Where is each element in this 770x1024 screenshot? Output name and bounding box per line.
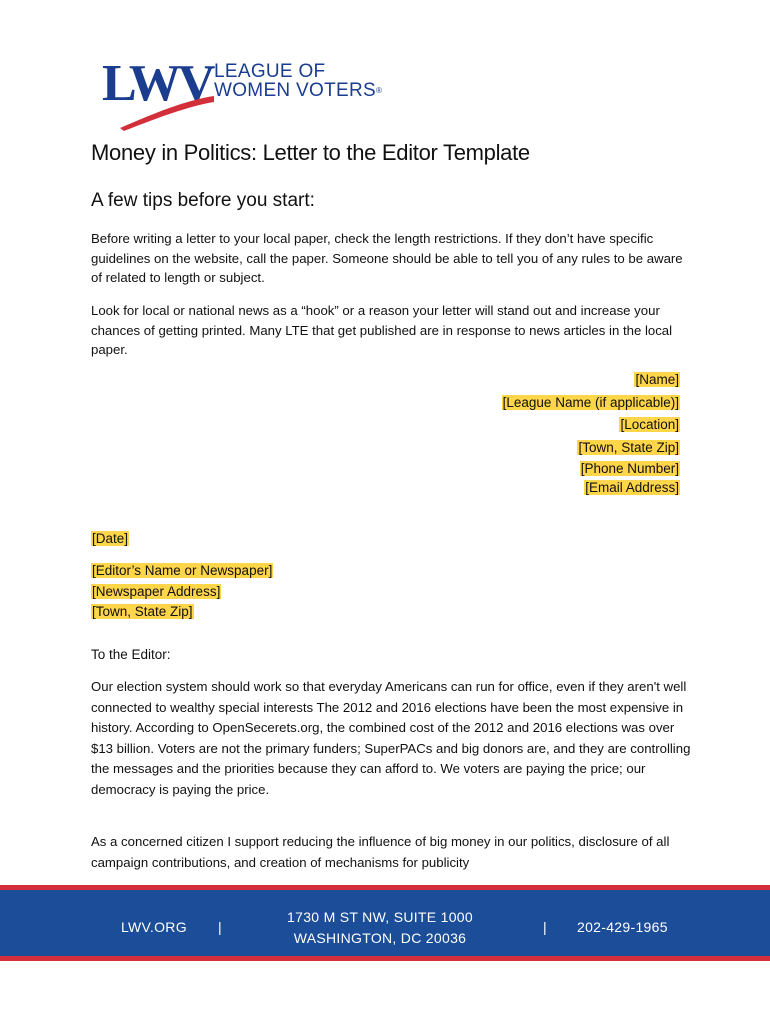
sender-league: [League Name (if applicable)]: [502, 394, 679, 410]
footer-phone[interactable]: 202-429-1965: [577, 919, 668, 935]
sender-location: [Location]: [620, 417, 679, 432]
logo-line1: LEAGUE OF: [214, 61, 326, 82]
logo-trademark: ®: [375, 86, 383, 95]
footer-address-line1: 1730 M ST NW, SUITE 1000: [287, 909, 473, 925]
date-line: [91, 529, 129, 550]
sender-town: [Town, State Zip]: [578, 439, 679, 455]
sender-block: [502, 369, 680, 497]
footer-address-line2: WASHINGTON, DC 20036: [293, 930, 467, 946]
footer-website[interactable]: LWV.ORG: [121, 919, 187, 935]
footer-bar: [0, 885, 770, 961]
sender-email: [Email Address]: [585, 480, 679, 495]
footer-separator: |: [218, 919, 222, 935]
recipient-town: [Town, State Zip]: [92, 604, 193, 619]
sender-phone: [Phone Number]: [580, 461, 679, 476]
tip-paragraph: Look for local or national news as a “hook” or a reason your letter will stand out and increase your chances of getting printed. Many LTE that get published are in response to news articles in the local paper.: [91, 303, 673, 357]
recipient-name: [Editor’s Name or Newspaper]: [92, 563, 273, 578]
logo-line2: WOMEN VOTERS: [214, 80, 376, 101]
sender-name: [Name]: [635, 372, 679, 387]
footer-separator: |: [543, 919, 547, 935]
letter-date: [Date]: [92, 531, 129, 546]
footer-address: [262, 907, 498, 949]
logo-mark-text: LWV: [102, 55, 213, 112]
salutation: To the Editor:: [91, 647, 171, 662]
logo-wordmark: [214, 62, 382, 100]
recipient-address: [Newspaper Address]: [92, 583, 221, 599]
document-title: Money in Politics: Letter to the Editor Template: [91, 140, 530, 165]
recipient-block: [91, 561, 273, 623]
tips-heading: A few tips before you start:: [91, 190, 315, 211]
tip-paragraph: Before writing a letter to your local paper, check the length restrictions. If they don’t have specific guidelines on the website, call the paper. Someone should be able to tell you of any rules to be aware of related to length or subject.: [91, 231, 683, 285]
body-paragraph: Our election system should work so that everyday Americans can run for office, even if they aren't well connected to wealthy special interests The 2012 and 2016 elections have been the most expensive in history. According to OpenSecerets.org, the combined cost of the 2012 and 2016 elections was over $13 billion. Voters are not the primary funders; SuperPACs and big donors are, and they are controlling the messages and the priorities because they can afford to. We voters are paying the price; our democracy is paying the price.: [91, 679, 691, 797]
body-paragraph: As a concerned citizen I support reducing the influence of big money in our politics, disclosure of all campaign contributions, and creation of mechanisms for publicity: [91, 834, 670, 870]
